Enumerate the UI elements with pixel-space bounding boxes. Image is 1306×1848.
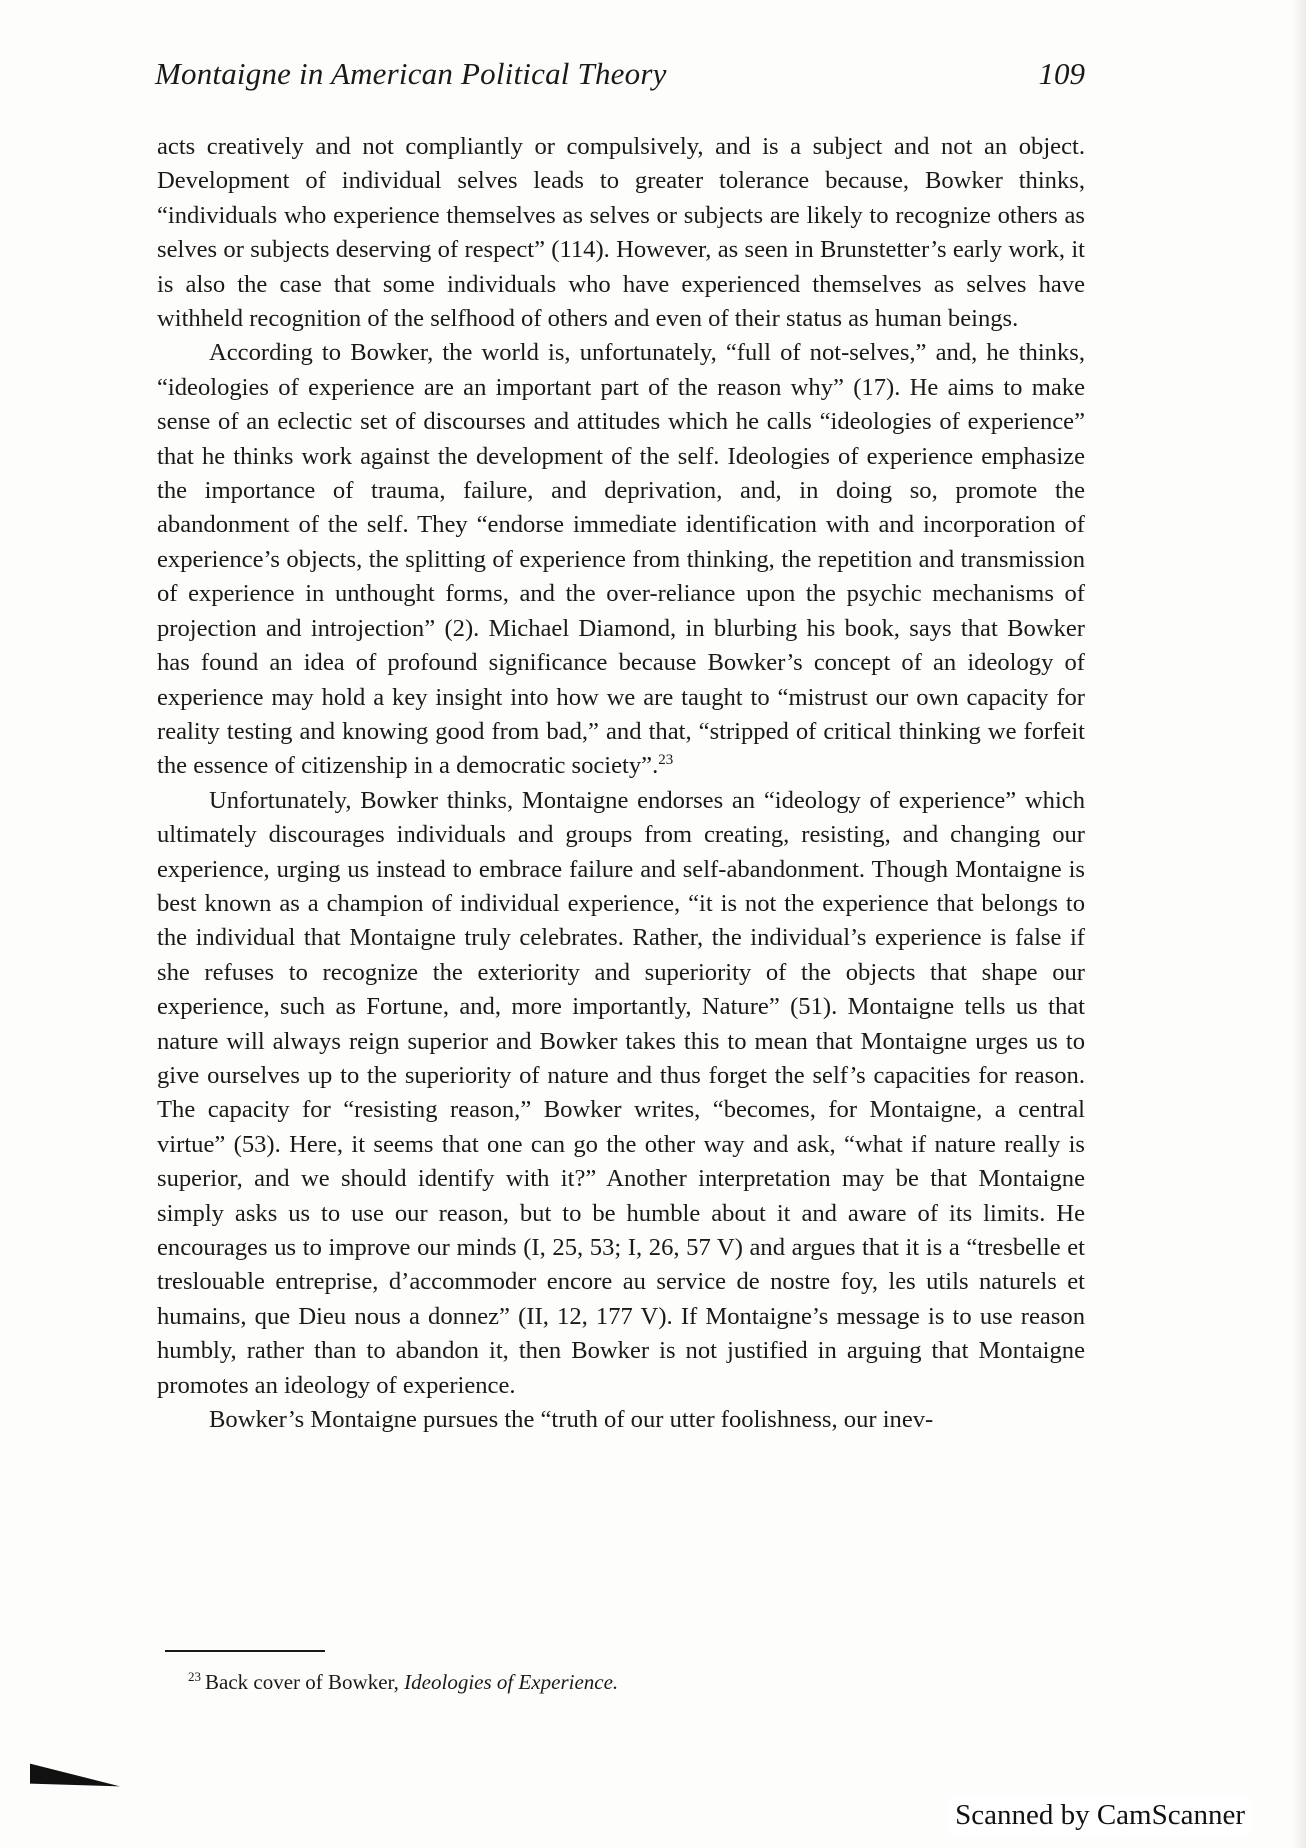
scanner-watermark: Scanned by CamScanner (949, 1797, 1251, 1834)
margin-arrow-icon (30, 1764, 120, 1797)
footnote-number: 23 (188, 1669, 201, 1684)
page-number: 109 (1038, 56, 1085, 91)
footnote (188, 1668, 618, 1696)
body-text (157, 130, 1085, 1437)
footnote-divider (165, 1650, 325, 1652)
paragraph-2-text: According to Bowker, the world is, unfortunately, “full of not-selves,” and, he thinks, “ideologies of experience are an important part of the reason why” (17). He aims to make sense of an eclectic set of discourses and attitudes which he calls “ideologies of experience” that he thinks work against the development of the self. Ideologies of experience emphasize the importance of trauma, failure, and deprivation, and, in doing so, promote the abandonment of the self. They “endorse immediate identification with and incorporation of experience’s objects, the splitting of experience from thinking, the repetition and transmission of experience in unthought forms, and the over-reliance upon the psychic mechanisms of projection and introjection” (2). Michael Diamond, in blurbing his book, says that Bowker has found an idea of profound significance because Bowker’s concept of an ideology of experience may hold a key insight into how we are taught to “mistrust our own capacity for reality testing and knowing good from bad,” and that, “stripped of critical thinking we forfeit the essence of citizenship in a democratic society”. (157, 339, 1085, 780)
footnote-book-title: Ideologies of Experience. (404, 1670, 619, 1694)
running-title: Montaigne in American Political Theory (155, 56, 667, 91)
page-edge-shadow (1292, 0, 1306, 1848)
running-head (155, 52, 1085, 102)
paragraph-1: acts creatively and not compliantly or compulsively, and is a subject and not an object. Development of individual selves leads to greater tolerance because, Bowker thinks, “individuals who experience themselves as selves or subjects are likely to recognize others as selves or subjects deserving of respect” (114). However, as seen in Brunstetter’s early work, it is also the case that some individuals who have experienced themselves as selves have withheld recognition of the selfhood of others and even of their status as human beings. (157, 133, 1085, 333)
footnote-reference[interactable]: 23 (658, 752, 674, 769)
footnote-text: Back cover of Bowker, (205, 1670, 405, 1694)
paragraph-3: Unfortunately, Bowker thinks, Montaigne endorses an “ideology of experience” which ultimately discourages individuals and groups from creating, resisting, and changing our experience, urging us instead to embrace failure and self-abandonment. Though Montaigne is best known as a champion of individual experience, “it is not the experience that belongs to the individual that Montaigne truly celebrates. Rather, the individual’s experience is false if she refuses to recognize the exteriority and superiority of the objects that shape our experience, such as Fortune, and, more importantly, Nature” (51). Montaigne tells us that nature will always reign superior and Bowker takes this to mean that Montaigne urges us to give ourselves up to the superiority of nature and thus forget the self’s capacities for reason. The capacity for “resisting reason,” Bowker writes, “becomes, for Montaigne, a central virtue” (53). Here, it seems that one can go the other way and ask, “what if nature really is superior, and we should identify with it?” Another interpretation may be that Montaigne simply asks us to use our reason, but to be humble about it and aware of its limits. He encourages us to improve our minds (I, 25, 53; I, 26, 57 V) and argues that it is a “tresbelle et treslouable entreprise, d’accommoder encore au service de nostre foy, les utils naturels et humains, que Dieu nous a donnez” (II, 12, 177 V). If Montaigne’s message is to use reason humbly, rather than to abandon it, then Bowker is not justified in arguing that Montaigne promotes an ideology of experience. (157, 786, 1085, 1399)
paragraph-2 (157, 336, 1085, 783)
paragraph-4: Bowker’s Montaigne pursues the “truth of our utter foolishness, our inev- (209, 1406, 934, 1434)
